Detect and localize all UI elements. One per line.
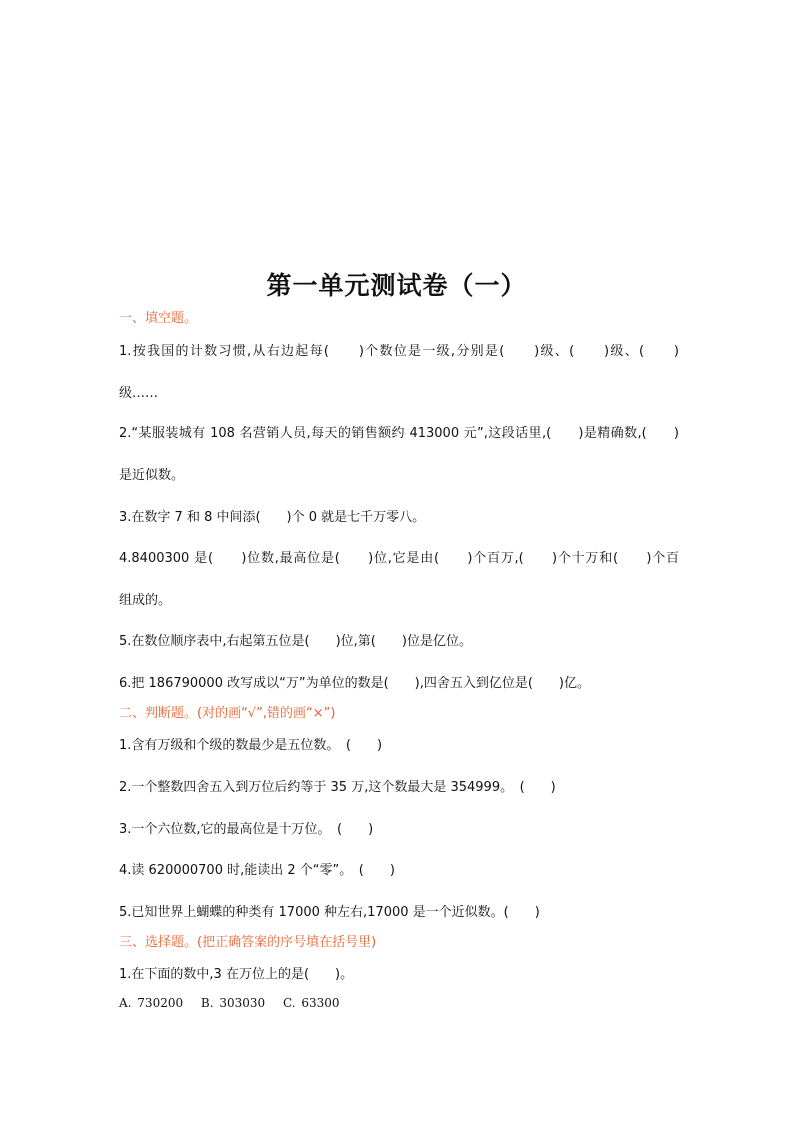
judge-question-1: 1.含有万级和个级的数最少是五位数。 ( ): [119, 738, 383, 753]
judge-question-4: 4.读 620000700 时,能读出 2 个“零”。 ( ): [119, 863, 395, 878]
section-heading-choice: 三、选择题。(把正确答案的序号填在括号里): [119, 935, 377, 950]
choice-question-1-options: A. 730200 B. 303030 C. 63300: [119, 996, 340, 1010]
section-heading-fill: 一、填空题。: [119, 311, 198, 326]
section-heading-judge: 二、判断题。(对的画“√”,错的画“×”): [119, 706, 336, 721]
judge-question-5: 5.已知世界上蝴蝶的种类有 17000 种左右,17000 是一个近似数。( ): [119, 905, 540, 920]
fill-question-4: 4.8400300 是( )位数,最高位是( )位,它是由( )个百万,( )个十万和( )个百: [119, 551, 679, 566]
fill-question-3: 3.在数字 7 和 8 中间添( )个 0 就是七千万零八。: [119, 510, 426, 525]
choice-question-1: 1.在下面的数中,3 在万位上的是( )。: [119, 967, 354, 982]
judge-question-2: 2.一个整数四舍五入到万位后约等于 35 万,这个数最大是 354999。 ( ): [119, 780, 556, 795]
fill-question-5: 5.在数位顺序表中,右起第五位是( )位,第( )位是亿位。: [119, 634, 472, 649]
fill-question-2-continued: 是近似数。: [119, 468, 185, 483]
judge-question-3: 3.一个六位数,它的最高位是十万位。 ( ): [119, 822, 374, 837]
fill-question-6: 6.把 186790000 改写成以“万”为单位的数是( ),四舍五入到亿位是( )亿。: [119, 676, 590, 691]
fill-question-1: 1.按我国的计数习惯,从右边起每( )个数位是一级,分别是( )级、( )级、( ): [119, 344, 679, 359]
fill-question-1-continued: 级……: [119, 386, 159, 401]
fill-question-2: 2.“某服装城有 108 名营销人员,每天的销售额约 413000 元”,这段话里,( )是精确数,( ): [119, 426, 679, 441]
fill-question-4-continued: 组成的。: [119, 593, 172, 608]
page-title: 第一单元测试卷（一）: [266, 271, 527, 300]
